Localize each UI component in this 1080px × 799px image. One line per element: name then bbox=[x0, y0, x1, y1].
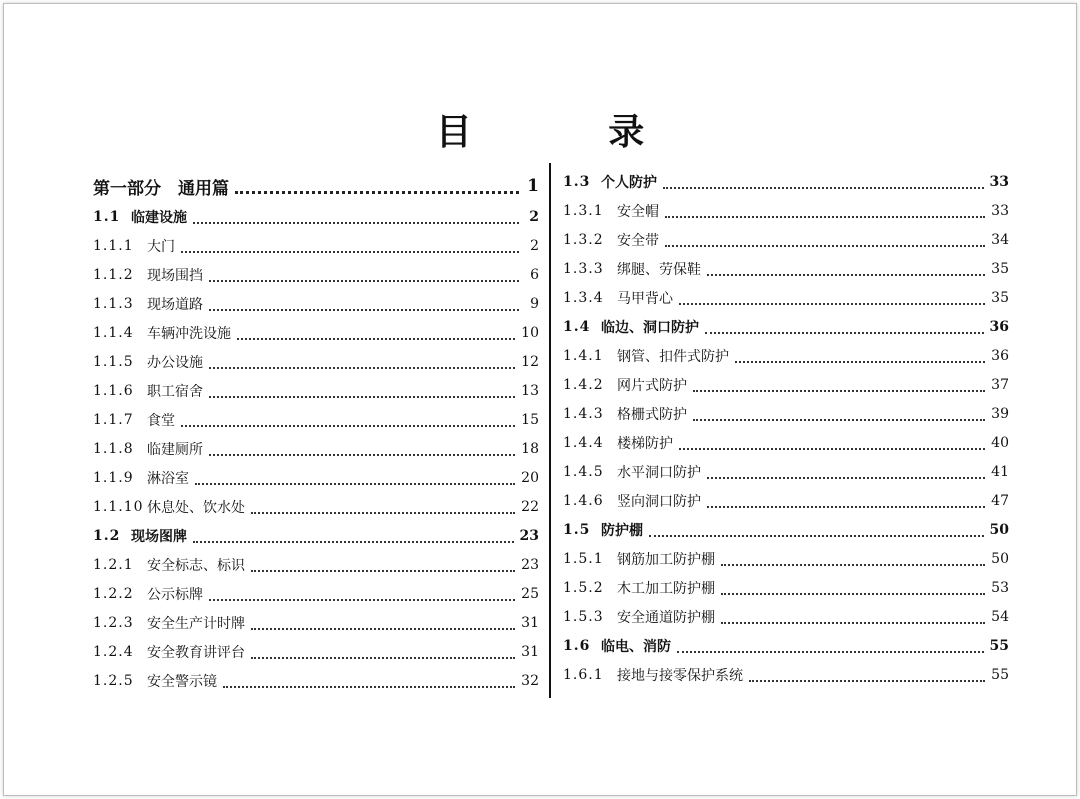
toc-left-column bbox=[93, 170, 539, 695]
toc-entry-label: 安全通道防护棚 bbox=[617, 609, 715, 626]
toc-entry-page: 40 bbox=[991, 434, 1009, 451]
toc-entry-number: 1.1.8 bbox=[93, 440, 134, 457]
toc-entry-number: 1.4.3 bbox=[563, 405, 604, 422]
toc-entry-label: 职工宿舍 bbox=[147, 383, 203, 400]
toc-entry-page: 23 bbox=[519, 527, 539, 544]
toc-entry[interactable] bbox=[93, 376, 539, 405]
toc-entry[interactable] bbox=[93, 231, 539, 260]
toc-entry[interactable] bbox=[93, 608, 539, 637]
dot-leader bbox=[707, 490, 985, 508]
toc-entry-label: 钢筋加工防护棚 bbox=[617, 551, 715, 568]
toc-right-column bbox=[563, 167, 1009, 689]
dot-leader bbox=[209, 380, 515, 398]
toc-entry-number: 1.1 bbox=[93, 208, 121, 225]
toc-entry-label: 接地与接零保护系统 bbox=[617, 667, 743, 684]
toc-entry-page: 13 bbox=[521, 382, 539, 399]
dot-leader bbox=[223, 670, 515, 688]
toc-entry-label: 淋浴室 bbox=[147, 470, 189, 487]
toc-entry-page: 55 bbox=[989, 637, 1009, 654]
toc-entry-page: 36 bbox=[989, 318, 1009, 335]
toc-entry-number: 1.3.4 bbox=[563, 289, 604, 306]
toc-entry-label: 车辆冲洗设施 bbox=[147, 325, 231, 342]
toc-entry-page: 36 bbox=[991, 347, 1009, 364]
page-title: 目 录 bbox=[435, 112, 707, 153]
toc-entry-page: 9 bbox=[530, 295, 539, 312]
toc-entry-label: 安全警示镜 bbox=[147, 673, 217, 690]
dot-leader bbox=[693, 403, 985, 421]
toc-entry-page: 55 bbox=[991, 666, 1009, 683]
dot-leader bbox=[251, 496, 515, 514]
dot-leader bbox=[209, 264, 519, 282]
toc-entry-number: 1.3 bbox=[563, 173, 591, 190]
toc-entry-number: 1.2.3 bbox=[93, 614, 134, 631]
toc-entry[interactable] bbox=[93, 260, 539, 289]
dot-leader bbox=[251, 641, 515, 659]
toc-entry[interactable] bbox=[563, 370, 1009, 399]
toc-entry-page: 15 bbox=[521, 411, 539, 428]
toc-entry-page: 23 bbox=[521, 556, 539, 573]
toc-entry-page: 20 bbox=[521, 469, 539, 486]
toc-entry-label: 现场围挡 bbox=[147, 267, 203, 284]
toc-entry-number: 1.5.1 bbox=[563, 550, 604, 567]
toc-entry-number: 1.4.1 bbox=[563, 347, 604, 364]
toc-entry-label: 现场图牌 bbox=[131, 528, 187, 545]
toc-entry-page: 54 bbox=[991, 608, 1009, 625]
toc-entry-page: 33 bbox=[989, 173, 1009, 190]
toc-entry-page: 31 bbox=[521, 614, 539, 631]
toc-entry-number: 1.1.10 bbox=[93, 498, 144, 515]
toc-entry-number: 1.1.2 bbox=[93, 266, 134, 283]
toc-entry[interactable] bbox=[563, 341, 1009, 370]
toc-entry[interactable] bbox=[563, 196, 1009, 225]
toc-entry-number: 1.6 bbox=[563, 637, 591, 654]
toc-entry-number: 1.5.3 bbox=[563, 608, 604, 625]
toc-entry-page: 25 bbox=[521, 585, 539, 602]
toc-entry[interactable] bbox=[93, 492, 539, 521]
toc-entry-label: 钢管、扣件式防护 bbox=[617, 348, 729, 365]
toc-entry-page: 39 bbox=[991, 405, 1009, 422]
toc-entry[interactable] bbox=[93, 579, 539, 608]
toc-entry-number: 1.2.1 bbox=[93, 556, 134, 573]
dot-leader bbox=[649, 519, 984, 537]
toc-entry[interactable] bbox=[563, 428, 1009, 457]
toc-entry-number: 1.1.6 bbox=[93, 382, 134, 399]
dot-leader bbox=[181, 235, 519, 253]
dot-leader bbox=[735, 345, 985, 363]
toc-entry-label: 临边、洞口防护 bbox=[601, 319, 699, 336]
toc-entry-label: 第一部分 通用篇 bbox=[93, 178, 229, 199]
dot-leader bbox=[235, 175, 519, 194]
toc-entry[interactable] bbox=[93, 170, 539, 202]
toc-entry-number: 1.1.3 bbox=[93, 295, 134, 312]
toc-entry[interactable] bbox=[563, 254, 1009, 283]
toc-entry[interactable] bbox=[563, 283, 1009, 312]
toc-entry[interactable] bbox=[563, 457, 1009, 486]
dot-leader bbox=[193, 206, 519, 224]
toc-entry-page: 53 bbox=[991, 579, 1009, 596]
dot-leader bbox=[209, 438, 515, 456]
toc-entry-page: 6 bbox=[530, 266, 539, 283]
toc-entry-number: 1.2.4 bbox=[93, 643, 134, 660]
toc-entry[interactable] bbox=[563, 573, 1009, 602]
dot-leader bbox=[209, 293, 519, 311]
dot-leader bbox=[181, 409, 515, 427]
dot-leader bbox=[707, 258, 985, 276]
dot-leader bbox=[663, 171, 984, 189]
toc-entry-page: 2 bbox=[529, 208, 539, 225]
toc-entry-label: 安全标志、标识 bbox=[147, 557, 245, 574]
toc-entry-number: 1.6.1 bbox=[563, 666, 604, 683]
toc-entry-page: 50 bbox=[989, 521, 1009, 538]
toc-entry-number: 1.4 bbox=[563, 318, 591, 335]
dot-leader bbox=[195, 467, 515, 485]
toc-entry-number: 1.3.3 bbox=[563, 260, 604, 277]
toc-entry[interactable] bbox=[563, 602, 1009, 631]
toc-entry[interactable] bbox=[563, 660, 1009, 689]
toc-entry-number: 1.4.6 bbox=[563, 492, 604, 509]
dot-leader bbox=[209, 583, 515, 601]
toc-entry-label: 防护棚 bbox=[601, 522, 643, 539]
toc-entry[interactable] bbox=[93, 521, 539, 550]
toc-entry-number: 1.5 bbox=[563, 521, 591, 538]
toc-entry-number: 1.4.5 bbox=[563, 463, 604, 480]
toc-entry-number: 1.1.7 bbox=[93, 411, 134, 428]
toc-entry[interactable] bbox=[563, 167, 1009, 196]
toc-entry[interactable] bbox=[93, 318, 539, 347]
toc-entry-label: 马甲背心 bbox=[617, 290, 673, 307]
toc-entry[interactable] bbox=[93, 405, 539, 434]
dot-leader bbox=[707, 461, 985, 479]
toc-entry-number: 1.3.1 bbox=[563, 202, 604, 219]
toc-entry-number: 1.2 bbox=[93, 527, 121, 544]
toc-entry[interactable] bbox=[93, 202, 539, 231]
dot-leader bbox=[251, 554, 515, 572]
toc-entry-page: 2 bbox=[530, 237, 539, 254]
toc-entry-number: 1.2.2 bbox=[93, 585, 134, 602]
toc-entry-label: 安全生产计时牌 bbox=[147, 615, 245, 632]
toc-entry-number: 1.1.1 bbox=[93, 237, 134, 254]
toc-entry-label: 个人防护 bbox=[601, 174, 657, 191]
dot-leader bbox=[679, 432, 985, 450]
toc-entry-label: 办公设施 bbox=[147, 354, 203, 371]
toc-entry-page: 10 bbox=[521, 324, 539, 341]
toc-entry[interactable] bbox=[563, 515, 1009, 544]
toc-entry-page: 50 bbox=[991, 550, 1009, 567]
toc-entry-page: 41 bbox=[991, 463, 1009, 480]
toc-entry-page: 37 bbox=[991, 376, 1009, 393]
toc-entry-page: 47 bbox=[991, 492, 1009, 509]
toc-entry-page: 1 bbox=[527, 176, 539, 196]
toc-entry[interactable] bbox=[563, 544, 1009, 573]
toc-entry-label: 水平洞口防护 bbox=[617, 464, 701, 481]
dot-leader bbox=[679, 287, 985, 305]
toc-entry[interactable] bbox=[93, 666, 539, 695]
dot-leader bbox=[677, 635, 984, 653]
toc-entry[interactable] bbox=[563, 312, 1009, 341]
toc-entry-page: 31 bbox=[521, 643, 539, 660]
toc-entry-page: 34 bbox=[991, 231, 1009, 248]
toc-entry-label: 木工加工防护棚 bbox=[617, 580, 715, 597]
toc-entry-page: 32 bbox=[521, 672, 539, 689]
toc-entry-page: 35 bbox=[991, 260, 1009, 277]
dot-leader bbox=[721, 548, 985, 566]
toc-entry-page: 35 bbox=[991, 289, 1009, 306]
toc-entry[interactable] bbox=[93, 463, 539, 492]
toc-entry-number: 1.1.9 bbox=[93, 469, 134, 486]
column-divider bbox=[549, 163, 551, 698]
dot-leader bbox=[749, 664, 985, 682]
dot-leader bbox=[237, 322, 515, 340]
toc-entry-label: 格栅式防护 bbox=[617, 406, 687, 423]
toc-entry[interactable] bbox=[563, 486, 1009, 515]
toc-entry-number: 1.3.2 bbox=[563, 231, 604, 248]
toc-entry-label: 公示标牌 bbox=[147, 586, 203, 603]
toc-entry-number: 1.1.5 bbox=[93, 353, 134, 370]
toc-entry[interactable] bbox=[93, 550, 539, 579]
toc-entry[interactable] bbox=[563, 399, 1009, 428]
dot-leader bbox=[665, 200, 985, 218]
toc-entry-number: 1.2.5 bbox=[93, 672, 134, 689]
toc-entry[interactable] bbox=[563, 225, 1009, 254]
toc-entry-page: 18 bbox=[521, 440, 539, 457]
toc-entry-label: 休息处、饮水处 bbox=[147, 499, 245, 516]
toc-entry-label: 安全帽 bbox=[617, 203, 659, 220]
dot-leader bbox=[721, 606, 985, 624]
toc-entry-label: 安全教育讲评台 bbox=[147, 644, 245, 661]
dot-leader bbox=[251, 612, 515, 630]
toc-entry-number: 1.5.2 bbox=[563, 579, 604, 596]
toc-entry-label: 网片式防护 bbox=[617, 377, 687, 394]
toc-entry-label: 食堂 bbox=[147, 412, 175, 429]
toc-entry-label: 安全带 bbox=[617, 232, 659, 249]
toc-entry-label: 绑腿、劳保鞋 bbox=[617, 261, 701, 278]
toc-entry-page: 33 bbox=[991, 202, 1009, 219]
toc-entry-label: 临建厕所 bbox=[147, 441, 203, 458]
toc-entry-number: 1.4.4 bbox=[563, 434, 604, 451]
toc-entry-page: 22 bbox=[521, 498, 539, 515]
toc-entry-number: 1.4.2 bbox=[563, 376, 604, 393]
toc-entry[interactable] bbox=[93, 434, 539, 463]
toc-entry-label: 现场道路 bbox=[147, 296, 203, 313]
dot-leader bbox=[193, 525, 514, 543]
toc-entry-number: 1.1.4 bbox=[93, 324, 134, 341]
toc-entry[interactable] bbox=[93, 637, 539, 666]
toc-entry[interactable] bbox=[93, 289, 539, 318]
dot-leader bbox=[693, 374, 985, 392]
dot-leader bbox=[721, 577, 985, 595]
toc-entry-page: 12 bbox=[521, 353, 539, 370]
dot-leader bbox=[665, 229, 985, 247]
toc-entry[interactable] bbox=[93, 347, 539, 376]
toc-entry-label: 临电、消防 bbox=[601, 638, 671, 655]
dot-leader bbox=[705, 316, 984, 334]
toc-entry[interactable] bbox=[563, 631, 1009, 660]
toc-entry-label: 竖向洞口防护 bbox=[617, 493, 701, 510]
toc-entry-label: 大门 bbox=[147, 238, 175, 255]
dot-leader bbox=[209, 351, 515, 369]
toc-entry-label: 楼梯防护 bbox=[617, 435, 673, 452]
toc-entry-label: 临建设施 bbox=[131, 209, 187, 226]
